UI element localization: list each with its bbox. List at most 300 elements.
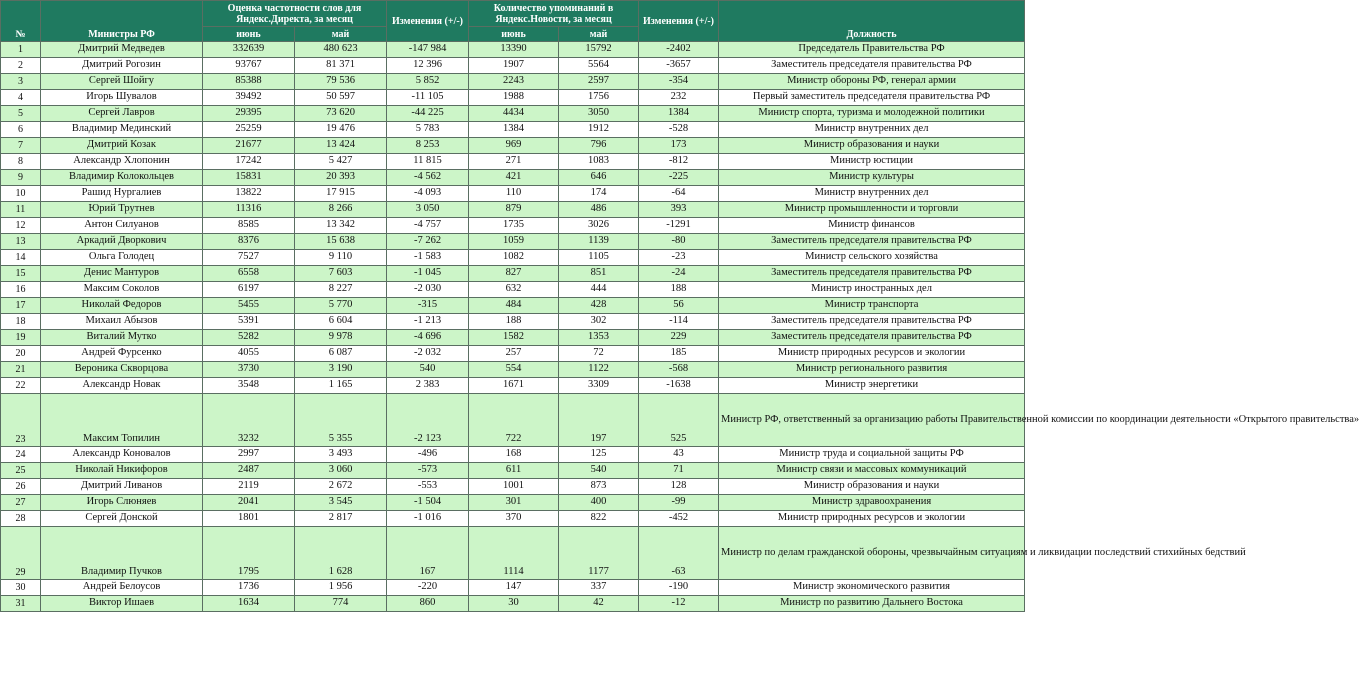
cell-minister-name: Ольга Голодец [41,250,203,266]
cell-news-change: 43 [639,447,719,463]
cell-news-may: 540 [559,463,639,479]
cell-position: Министр здравоохранения [719,495,1025,511]
cell-direct-june: 5391 [203,314,295,330]
cell-position: Министр спорта, туризма и молодежной политики [719,106,1025,122]
cell-news-change: -1638 [639,378,719,394]
cell-direct-may: 1 628 [295,527,387,580]
cell-direct-change: -2 032 [387,346,469,362]
cell-news-may: 646 [559,170,639,186]
cell-news-may: 1105 [559,250,639,266]
cell-news-change: -225 [639,170,719,186]
cell-direct-change: -1 504 [387,495,469,511]
cell-minister-name: Дмитрий Рогозин [41,58,203,74]
table-row [1,234,1025,250]
cell-direct-june: 17242 [203,154,295,170]
header-news-june: июнь [469,27,559,42]
cell-news-june: 1907 [469,58,559,74]
cell-num: 18 [1,314,41,330]
header-news-may: май [559,27,639,42]
cell-news-may: 42 [559,596,639,612]
header-direct-group: Оценка частотности слов для Яндекс.Директа, за месяц [203,1,387,27]
table-row [1,58,1025,74]
cell-num: 12 [1,218,41,234]
cell-minister-name: Владимир Колокольцев [41,170,203,186]
table-row [1,106,1025,122]
cell-direct-june: 29395 [203,106,295,122]
cell-news-change: -528 [639,122,719,138]
cell-num: 17 [1,298,41,314]
cell-direct-may: 5 355 [295,394,387,447]
cell-position: Заместитель председателя правительства РФ [719,314,1025,330]
cell-direct-may: 1 165 [295,378,387,394]
cell-direct-change: -1 583 [387,250,469,266]
cell-news-change: -3657 [639,58,719,74]
cell-direct-may: 81 371 [295,58,387,74]
cell-direct-june: 6558 [203,266,295,282]
cell-direct-june: 13822 [203,186,295,202]
cell-news-june: 722 [469,394,559,447]
cell-minister-name: Дмитрий Ливанов [41,479,203,495]
cell-num: 13 [1,234,41,250]
cell-news-june: 1114 [469,527,559,580]
cell-direct-may: 2 672 [295,479,387,495]
header-position: Должность [719,1,1025,42]
table-row [1,463,1025,479]
cell-direct-june: 3232 [203,394,295,447]
cell-direct-change: -2 030 [387,282,469,298]
cell-direct-june: 25259 [203,122,295,138]
cell-position: Министр труда и социальной защиты РФ [719,447,1025,463]
cell-direct-change: -573 [387,463,469,479]
cell-news-change: 128 [639,479,719,495]
cell-news-june: 611 [469,463,559,479]
cell-direct-may: 5 427 [295,154,387,170]
cell-news-may: 72 [559,346,639,362]
cell-direct-change: -11 105 [387,90,469,106]
cell-minister-name: Максим Соколов [41,282,203,298]
table-row [1,527,1025,580]
cell-minister-name: Сергей Донской [41,511,203,527]
cell-news-change: -190 [639,580,719,596]
cell-minister-name: Дмитрий Медведев [41,42,203,58]
cell-position: Министр экономического развития [719,580,1025,596]
cell-news-change: -114 [639,314,719,330]
cell-direct-may: 3 493 [295,447,387,463]
cell-minister-name: Виктор Ишаев [41,596,203,612]
header-num: № [1,1,41,42]
cell-direct-june: 2487 [203,463,295,479]
cell-direct-june: 3548 [203,378,295,394]
cell-direct-may: 2 817 [295,511,387,527]
cell-direct-change: -496 [387,447,469,463]
cell-minister-name: Виталий Мутко [41,330,203,346]
table-row [1,330,1025,346]
cell-position: Министр сельского хозяйства [719,250,1025,266]
cell-num: 29 [1,527,41,580]
cell-direct-change: 3 050 [387,202,469,218]
cell-news-change: 393 [639,202,719,218]
table-row [1,479,1025,495]
cell-direct-may: 774 [295,596,387,612]
cell-direct-change: -147 984 [387,42,469,58]
cell-news-june: 1582 [469,330,559,346]
cell-news-change: 71 [639,463,719,479]
table-row [1,394,1025,447]
table-header [1,1,1025,42]
cell-news-may: 1756 [559,90,639,106]
cell-minister-name: Николай Никифоров [41,463,203,479]
cell-position: Заместитель председателя правительства РФ [719,266,1025,282]
cell-news-june: 554 [469,362,559,378]
cell-news-change: 188 [639,282,719,298]
table-row [1,298,1025,314]
cell-position: Министр связи и массовых коммуникаций [719,463,1025,479]
cell-direct-may: 19 476 [295,122,387,138]
cell-position: Министр иностранных дел [719,282,1025,298]
cell-news-may: 1353 [559,330,639,346]
cell-news-june: 271 [469,154,559,170]
table-row [1,511,1025,527]
cell-direct-may: 3 060 [295,463,387,479]
cell-num: 7 [1,138,41,154]
cell-news-june: 4434 [469,106,559,122]
table-row [1,186,1025,202]
header-direct-june: июнь [203,27,295,42]
cell-direct-may: 7 603 [295,266,387,282]
cell-num: 6 [1,122,41,138]
cell-direct-june: 2041 [203,495,295,511]
table-body [1,42,1359,612]
cell-news-change: -80 [639,234,719,250]
cell-direct-june: 8376 [203,234,295,250]
table-row [1,218,1025,234]
cell-news-june: 2243 [469,74,559,90]
cell-news-june: 879 [469,202,559,218]
cell-direct-change: -2 123 [387,394,469,447]
header-news-change: Изменения (+/-) [639,1,719,42]
cell-news-may: 3309 [559,378,639,394]
table-row [1,154,1025,170]
cell-num: 10 [1,186,41,202]
cell-news-change: 232 [639,90,719,106]
cell-news-change: 229 [639,330,719,346]
cell-position: Председатель Правительства РФ [719,42,1025,58]
cell-position: Министр внутренних дел [719,122,1025,138]
cell-news-june: 188 [469,314,559,330]
cell-direct-june: 1795 [203,527,295,580]
cell-news-june: 421 [469,170,559,186]
cell-minister-name: Сергей Лавров [41,106,203,122]
cell-news-change: -568 [639,362,719,378]
cell-minister-name: Николай Федоров [41,298,203,314]
cell-news-change: -63 [639,527,719,580]
cell-news-may: 3026 [559,218,639,234]
cell-minister-name: Андрей Фурсенко [41,346,203,362]
cell-news-change: -452 [639,511,719,527]
cell-minister-name: Владимир Пучков [41,527,203,580]
cell-position: Первый заместитель председателя правительства РФ [719,90,1025,106]
cell-news-change: -2402 [639,42,719,58]
cell-position: Министр РФ, ответственный за организацию работы Правительственной комиссии по координации деятельности «Открытого правительства» [719,394,1025,447]
cell-direct-may: 15 638 [295,234,387,250]
cell-num: 8 [1,154,41,170]
cell-news-june: 30 [469,596,559,612]
cell-direct-change: -4 696 [387,330,469,346]
cell-news-may: 1177 [559,527,639,580]
cell-direct-change: -220 [387,580,469,596]
header-minister: Министры РФ [41,1,203,42]
cell-news-may: 1122 [559,362,639,378]
cell-direct-june: 1634 [203,596,295,612]
cell-minister-name: Дмитрий Козак [41,138,203,154]
cell-num: 14 [1,250,41,266]
table-row [1,580,1025,596]
table-row [1,170,1025,186]
cell-news-change: -12 [639,596,719,612]
cell-news-may: 822 [559,511,639,527]
cell-minister-name: Аркадий Дворкович [41,234,203,250]
cell-direct-may: 480 623 [295,42,387,58]
cell-num: 4 [1,90,41,106]
cell-direct-may: 3 545 [295,495,387,511]
cell-news-may: 174 [559,186,639,202]
cell-direct-june: 8585 [203,218,295,234]
cell-direct-june: 6197 [203,282,295,298]
cell-news-may: 337 [559,580,639,596]
cell-direct-june: 5455 [203,298,295,314]
cell-direct-june: 4055 [203,346,295,362]
cell-position: Министр энергетики [719,378,1025,394]
cell-news-june: 301 [469,495,559,511]
cell-news-may: 302 [559,314,639,330]
cell-direct-may: 9 110 [295,250,387,266]
cell-direct-june: 1736 [203,580,295,596]
table-row [1,74,1025,90]
cell-num: 16 [1,282,41,298]
cell-position: Министр финансов [719,218,1025,234]
table-row [1,378,1025,394]
cell-direct-may: 3 190 [295,362,387,378]
cell-minister-name: Александр Коновалов [41,447,203,463]
cell-news-change: 56 [639,298,719,314]
cell-news-change: 1384 [639,106,719,122]
cell-direct-may: 17 915 [295,186,387,202]
cell-news-june: 168 [469,447,559,463]
cell-direct-may: 8 266 [295,202,387,218]
cell-news-june: 969 [469,138,559,154]
cell-direct-may: 73 620 [295,106,387,122]
cell-news-may: 873 [559,479,639,495]
cell-direct-change: -4 562 [387,170,469,186]
cell-position: Министр образования и науки [719,138,1025,154]
cell-direct-may: 8 227 [295,282,387,298]
cell-num: 24 [1,447,41,463]
cell-position: Министр природных ресурсов и экологии [719,511,1025,527]
cell-news-may: 197 [559,394,639,447]
cell-news-may: 1083 [559,154,639,170]
cell-num: 27 [1,495,41,511]
cell-num: 3 [1,74,41,90]
cell-direct-change: 5 783 [387,122,469,138]
cell-news-june: 110 [469,186,559,202]
cell-direct-may: 6 087 [295,346,387,362]
cell-direct-change: -4 757 [387,218,469,234]
cell-position: Министр культуры [719,170,1025,186]
cell-direct-may: 50 597 [295,90,387,106]
table-row [1,202,1025,218]
cell-news-june: 1671 [469,378,559,394]
cell-news-june: 257 [469,346,559,362]
cell-direct-change: -44 225 [387,106,469,122]
table-row [1,596,1025,612]
cell-num: 15 [1,266,41,282]
header-direct-may: май [295,27,387,42]
table-row [1,314,1025,330]
cell-direct-may: 13 342 [295,218,387,234]
cell-direct-june: 15831 [203,170,295,186]
cell-num: 11 [1,202,41,218]
cell-news-may: 486 [559,202,639,218]
cell-news-may: 15792 [559,42,639,58]
cell-news-may: 796 [559,138,639,154]
cell-num: 5 [1,106,41,122]
cell-minister-name: Михаил Абызов [41,314,203,330]
cell-news-june: 1001 [469,479,559,495]
cell-news-change: -23 [639,250,719,266]
cell-news-june: 1082 [469,250,559,266]
table-row [1,282,1025,298]
cell-news-june: 484 [469,298,559,314]
cell-news-may: 1139 [559,234,639,250]
cell-num: 25 [1,463,41,479]
cell-minister-name: Максим Топилин [41,394,203,447]
cell-minister-name: Владимир Мединский [41,122,203,138]
cell-minister-name: Денис Мантуров [41,266,203,282]
cell-news-may: 400 [559,495,639,511]
cell-news-may: 5564 [559,58,639,74]
cell-num: 31 [1,596,41,612]
cell-direct-june: 2119 [203,479,295,495]
cell-position: Министр промышленности и торговли [719,202,1025,218]
table-row [1,362,1025,378]
cell-direct-change: -4 093 [387,186,469,202]
cell-minister-name: Андрей Белоусов [41,580,203,596]
cell-direct-change: 540 [387,362,469,378]
cell-minister-name: Игорь Шувалов [41,90,203,106]
cell-num: 30 [1,580,41,596]
table-row [1,90,1025,106]
cell-num: 19 [1,330,41,346]
cell-news-may: 125 [559,447,639,463]
cell-position: Заместитель председателя правительства РФ [719,58,1025,74]
cell-news-may: 444 [559,282,639,298]
table-row [1,138,1025,154]
cell-minister-name: Александр Хлопонин [41,154,203,170]
cell-direct-change: -1 213 [387,314,469,330]
cell-minister-name: Сергей Шойгу [41,74,203,90]
cell-direct-june: 3730 [203,362,295,378]
cell-position: Министр транспорта [719,298,1025,314]
cell-position: Заместитель председателя правительства РФ [719,330,1025,346]
cell-minister-name: Вероника Скворцова [41,362,203,378]
cell-direct-may: 20 393 [295,170,387,186]
cell-minister-name: Юрий Трутнев [41,202,203,218]
cell-direct-change: 167 [387,527,469,580]
table-row [1,250,1025,266]
cell-news-june: 370 [469,511,559,527]
header-direct-change: Изменения (+/-) [387,1,469,42]
cell-num: 2 [1,58,41,74]
cell-direct-change: 12 396 [387,58,469,74]
cell-news-change: -1291 [639,218,719,234]
cell-news-may: 851 [559,266,639,282]
cell-position: Министр по делам гражданской обороны, чрезвычайным ситуациям и ликвидации последствий стихийных бедствий [719,527,1025,580]
cell-news-june: 1735 [469,218,559,234]
cell-direct-may: 9 978 [295,330,387,346]
cell-direct-change: 2 383 [387,378,469,394]
cell-position: Министр юстиции [719,154,1025,170]
cell-position: Заместитель председателя правительства РФ [719,234,1025,250]
cell-num: 1 [1,42,41,58]
cell-minister-name: Рашид Нургалиев [41,186,203,202]
cell-direct-may: 5 770 [295,298,387,314]
cell-news-may: 2597 [559,74,639,90]
cell-direct-june: 7527 [203,250,295,266]
cell-direct-may: 79 536 [295,74,387,90]
cell-direct-june: 332639 [203,42,295,58]
cell-news-june: 13390 [469,42,559,58]
cell-direct-change: 8 253 [387,138,469,154]
cell-news-change: -99 [639,495,719,511]
table-row [1,346,1025,362]
cell-news-change: -24 [639,266,719,282]
cell-num: 9 [1,170,41,186]
cell-num: 26 [1,479,41,495]
cell-direct-change: -7 262 [387,234,469,250]
table-row [1,495,1025,511]
cell-news-june: 1384 [469,122,559,138]
cell-direct-change: -1 045 [387,266,469,282]
cell-num: 28 [1,511,41,527]
cell-news-june: 632 [469,282,559,298]
cell-position: Министр образования и науки [719,479,1025,495]
cell-position: Министр по развитию Дальнего Востока [719,596,1025,612]
table-row [1,266,1025,282]
cell-news-june: 1988 [469,90,559,106]
cell-num: 20 [1,346,41,362]
cell-news-june: 827 [469,266,559,282]
cell-num: 22 [1,378,41,394]
cell-direct-change: -1 016 [387,511,469,527]
cell-num: 23 [1,394,41,447]
cell-position: Министр внутренних дел [719,186,1025,202]
cell-direct-june: 1801 [203,511,295,527]
cell-num: 21 [1,362,41,378]
cell-minister-name: Александр Новак [41,378,203,394]
cell-news-change: -354 [639,74,719,90]
table-row [1,42,1025,58]
cell-news-change: -812 [639,154,719,170]
cell-direct-may: 1 956 [295,580,387,596]
cell-direct-change: 11 815 [387,154,469,170]
cell-position: Министр обороны РФ, генерал армии [719,74,1025,90]
cell-direct-change: 5 852 [387,74,469,90]
cell-news-change: 173 [639,138,719,154]
cell-position: Министр регионального развития [719,362,1025,378]
cell-news-may: 3050 [559,106,639,122]
cell-news-june: 147 [469,580,559,596]
cell-direct-june: 85388 [203,74,295,90]
